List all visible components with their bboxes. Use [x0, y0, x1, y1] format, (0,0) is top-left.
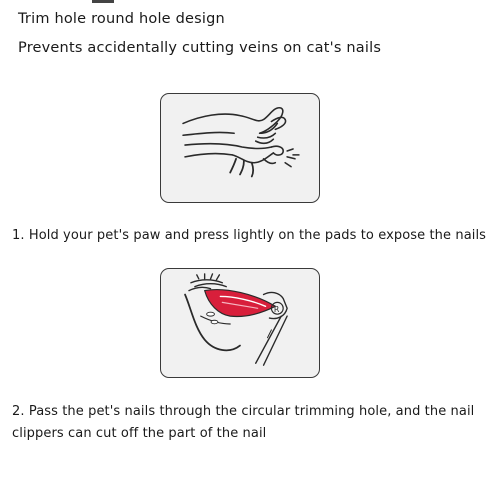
- hole-marker-label: R: [273, 305, 280, 315]
- feature-subtitle: Prevents accidentally cutting veins on cat's nails: [18, 40, 382, 56]
- nail-trimming-hole-icon: [161, 269, 319, 377]
- nail-trimming-illustration: [160, 268, 320, 378]
- step-2-instruction: 2. Pass the pet's nails through the circular trimming hole, and the nail clippers can cut off the part of the nail: [12, 404, 475, 441]
- hand-pressing-paw-icon: [161, 94, 319, 202]
- feature-title: Trim hole round hole design: [18, 11, 225, 27]
- top-edge-strip: [92, 0, 114, 3]
- step-1-instruction: 1. Hold your pet's paw and press lightly on the pads to expose the nails: [12, 228, 487, 243]
- hand-holding-paw-illustration: [160, 93, 320, 203]
